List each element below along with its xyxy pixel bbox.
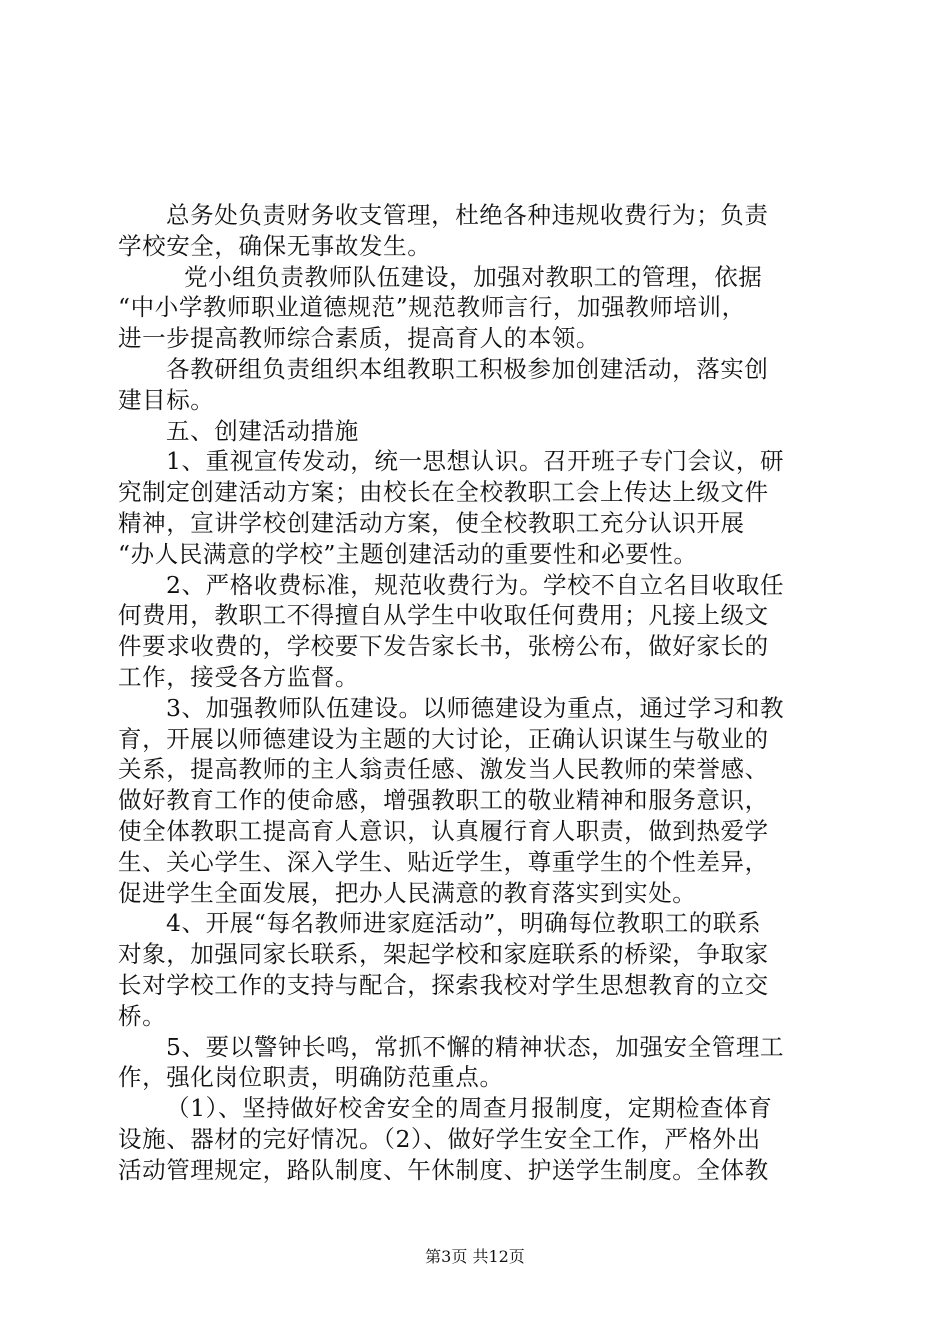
text-line: 做好教育工作的使命感，增强教职工的敬业精神和服务意识， <box>118 786 769 815</box>
text-line: 长对学校工作的支持与配合，探索我校对学生思想教育的立交 <box>118 970 769 999</box>
text-line: 促进学生全面发展，把办人民满意的教育落实到实处。 <box>118 878 697 907</box>
text-line: 作，强化岗位职责，明确防范重点。 <box>118 1063 504 1092</box>
page-footer: 第3页 共12页 <box>425 1247 525 1266</box>
text-line: “中小学教师职业道德规范”规范教师言行，加强教师培训， <box>118 293 746 322</box>
text-line: 工作，接受各方监督。 <box>118 662 359 691</box>
text-line: 各教研组负责组织本组教职工积极参加创建活动，落实创 <box>166 354 769 383</box>
text-line: 建目标。 <box>118 385 215 414</box>
text-line: 生、关心学生、深入学生、贴近学生，尊重学生的个性差异， <box>118 847 769 876</box>
text-line: 关系，提高教师的主人翁责任感、激发当人民教师的荣誉感、 <box>118 755 769 784</box>
text-line: 5、要以警钟长鸣，常抓不懈的精神状态，加强安全管理工 <box>166 1032 785 1061</box>
text-line: 设施、器材的完好情况。（2）、做好学生安全工作，严格外出 <box>118 1124 761 1153</box>
text-line: 件要求收费的，学校要下发告家长书，张榜公布，做好家长的 <box>118 632 769 661</box>
text-line: 育，开展以师德建设为主题的大讨论，正确认识谋生与敬业的 <box>118 724 769 753</box>
text-line: 进一步提高教师综合素质，提高育人的本领。 <box>118 324 600 353</box>
text-line: 究制定创建活动方案；由校长在全校教职工会上传达上级文件 <box>118 478 769 507</box>
section-heading: 五、创建活动措施 <box>166 416 359 445</box>
text-line: 桥。 <box>118 1001 167 1030</box>
text-line: 2、严格收费标准，规范收费行为。学校不自立名目收取任 <box>166 570 785 599</box>
text-line: 学校安全，确保无事故发生。 <box>118 231 432 260</box>
text-line: 精神，宣讲学校创建活动方案，使全校教职工充分认识开展 <box>118 508 745 537</box>
text-line: 党小组负责教师队伍建设，加强对教职工的管理，依据 <box>184 262 763 291</box>
text-line: 对象，加强同家长联系，架起学校和家庭联系的桥梁，争取家 <box>118 940 769 969</box>
text-line: 1、重视宣传发动，统一思想认识。召开班子专门会议，研 <box>166 447 785 476</box>
text-line: 何费用，教职工不得擅自从学生中收取任何费用；凡接上级文 <box>118 601 769 630</box>
text-line: “办人民满意的学校”主题创建活动的重要性和必要性。 <box>118 539 698 568</box>
text-line: 4、开展“每名教师进家庭活动”，明确每位教职工的联系 <box>166 909 762 938</box>
document-body <box>118 200 834 1186</box>
text-line: 总务处负责财务收支管理，杜绝各种违规收费行为；负责 <box>166 201 769 229</box>
text-line: 使全体教职工提高育人意识，认真履行育人职责，做到热爱学 <box>118 816 769 845</box>
text-line: 活动管理规定，路队制度、午休制度、护送学生制度。全体教 <box>118 1155 769 1184</box>
text-line: （1）、坚持做好校舍安全的周查月报制度，定期检查体育 <box>166 1094 773 1123</box>
text-line: 3、加强教师队伍建设。以师德建设为重点，通过学习和教 <box>166 693 785 722</box>
